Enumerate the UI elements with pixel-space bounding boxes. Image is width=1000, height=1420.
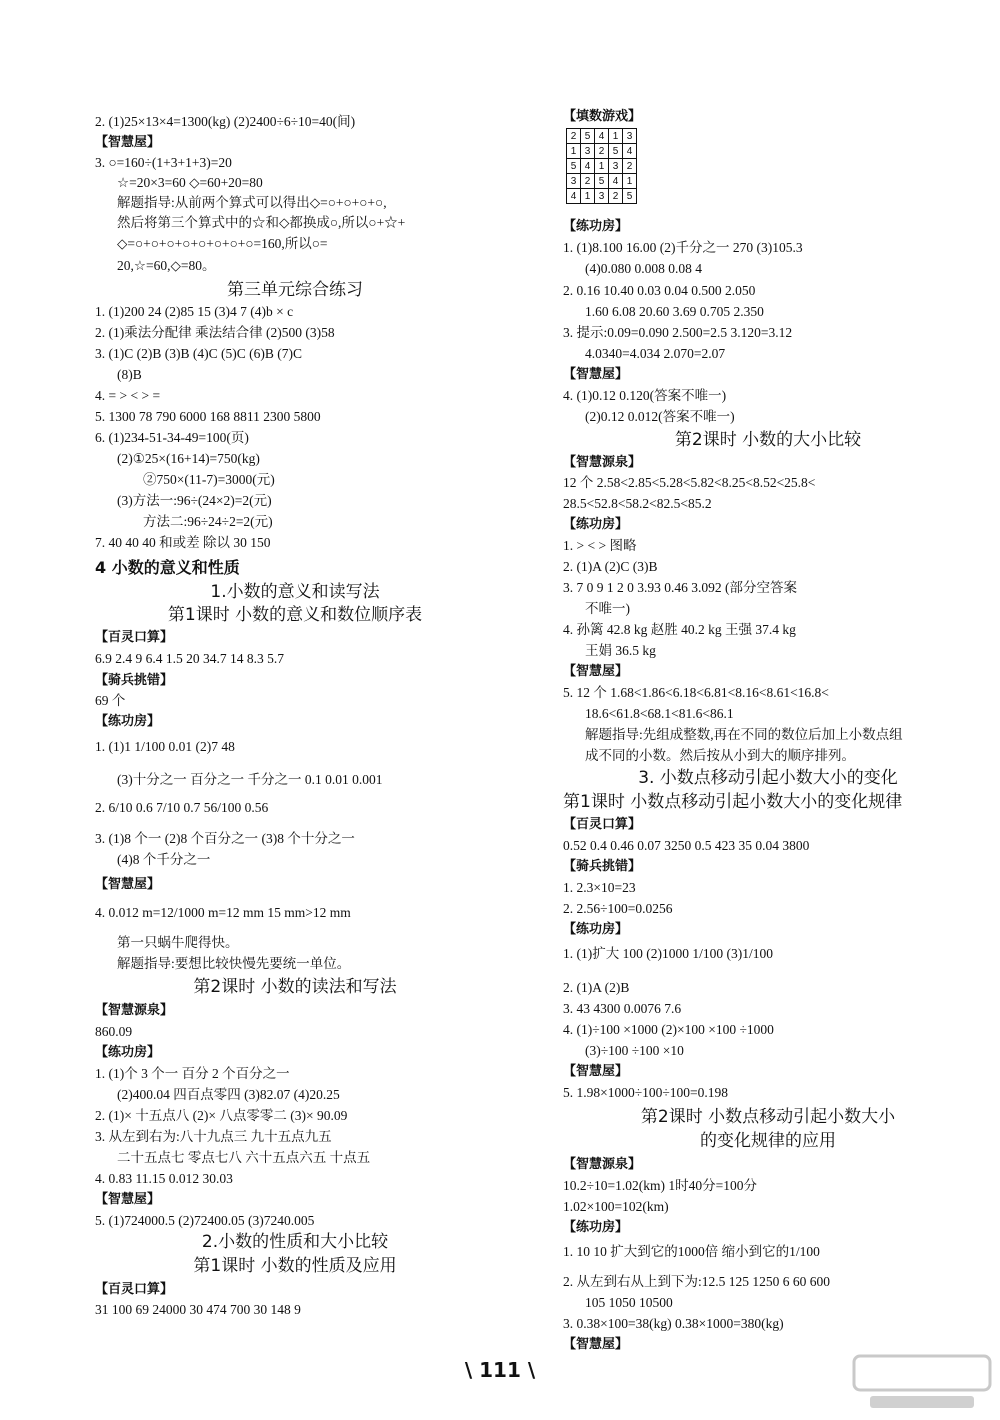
- grid-cell: 2: [567, 129, 581, 144]
- text-line: 1. (1)8.100 16.00 (2)千分之一 270 (3)105.3: [563, 240, 803, 255]
- text-line: 3. 7 0 9 1 2 0 3.93 0.46 3.092 (部分空答案: [563, 580, 797, 595]
- text-line: 1. 2.3×10=23: [563, 880, 636, 895]
- text-line: 2. 6/10 0.6 7/10 0.7 56/100 0.56: [95, 800, 269, 815]
- section-label: 【智慧屋】: [95, 135, 161, 150]
- text-line: 105 1050 10500: [585, 1295, 673, 1310]
- section-label: 【骑兵挑错】: [563, 859, 642, 874]
- text-line: 3. 43 4300 0.0076 7.6: [563, 1001, 682, 1016]
- text-line: 3. 从左到右为:八十九点三 九十五点九五: [95, 1129, 332, 1144]
- section-label: 【智慧屋】: [563, 1337, 629, 1352]
- section-heading: 3. 小数点移动引起小数大小的变化: [638, 768, 898, 788]
- text-line: 0.52 0.4 0.46 0.07 3250 0.5 423 35 0.04 3800: [563, 838, 810, 853]
- text-line: 4.0340=4.034 2.070=2.07: [585, 346, 726, 361]
- section-label: 【填数游戏】: [563, 109, 642, 124]
- text-line: 2. (1)25×13×4=1300(kg) (2)2400÷6÷10=40(间): [95, 114, 356, 129]
- watermark-logo: [852, 1352, 992, 1412]
- text-line: 2. (1)A (2)C (3)B: [563, 559, 658, 574]
- grid-cell: 4: [567, 189, 581, 204]
- section-label: 【智慧屋】: [563, 1064, 629, 1079]
- text-line: (2)400.04 四百点零四 (3)82.07 (4)20.25: [117, 1087, 340, 1102]
- grid-cell: 3: [609, 159, 623, 174]
- section-label: 【智慧源泉】: [95, 1003, 174, 1018]
- text-line: 不唯一): [585, 601, 630, 616]
- section-heading: 4 小数的意义和性质: [95, 558, 240, 577]
- grid-cell: 3: [581, 144, 595, 159]
- page-number: \ 111 \: [464, 1358, 536, 1382]
- text-line: 1.02×100=102(km): [563, 1199, 669, 1214]
- grid-cell: 5: [609, 144, 623, 159]
- section-heading: 第2课时 小数点移动引起小数大小: [640, 1107, 896, 1127]
- text-line: 4. (1)÷100 ×1000 (2)×100 ×100 ÷1000: [563, 1022, 774, 1037]
- page-number-value: 111: [479, 1358, 521, 1382]
- section-label: 【百灵口算】: [95, 1282, 174, 1297]
- grid-cell: 5: [567, 159, 581, 174]
- text-line: 1. (1)200 24 (2)85 15 (3)4 7 (4)b × c: [95, 304, 294, 319]
- grid-cell: 5: [581, 129, 595, 144]
- section-label: 【练功房】: [95, 1045, 161, 1060]
- section-label: 【练功房】: [95, 714, 161, 729]
- section-heading: 第1课时 小数的性质及应用: [193, 1256, 397, 1276]
- text-line: 28.5<52.8<58.2<82.5<85.2: [563, 496, 712, 511]
- text-line: 860.09: [95, 1024, 133, 1039]
- section-label: 【智慧屋】: [563, 367, 629, 382]
- section-label: 【百灵口算】: [95, 630, 174, 645]
- text-line: ②750×(11-7)=3000(元): [143, 472, 275, 487]
- text-line: 2. 从左到右从上到下为:12.5 125 1250 6 60 600: [563, 1274, 831, 1289]
- grid-cell: 4: [609, 174, 623, 189]
- text-line: (8)B: [117, 367, 142, 382]
- text-line: 1. (1)扩大 100 (2)1000 1/100 (3)1/100: [563, 946, 773, 961]
- text-line: 5. 1.98×1000÷100÷100=0.198: [563, 1085, 729, 1100]
- section-label: 【骑兵挑错】: [95, 673, 174, 688]
- section-heading: 的变化规律的应用: [700, 1131, 836, 1151]
- section-label: 【智慧源泉】: [563, 1157, 642, 1172]
- text-line: 解题指导:从前两个算式可以得出◇=○+○+○+○,: [117, 195, 387, 210]
- text-line: 10.2÷10=1.02(km) 1时40分=100分: [563, 1178, 758, 1193]
- text-line: 4. 孙篱 42.8 kg 赵胜 40.2 kg 王强 37.4 kg: [563, 622, 796, 637]
- text-line: 第一只蜗牛爬得快。: [117, 935, 239, 950]
- text-line: 69 个: [95, 693, 126, 708]
- section-label: 【百灵口算】: [563, 817, 642, 832]
- text-line: (4)8 个千分之一: [117, 852, 211, 867]
- text-line: 4. 0.83 11.15 0.012 30.03: [95, 1171, 233, 1186]
- text-line: 解题指导:先组成整数,再在不同的数位后加上小数点组: [585, 727, 903, 742]
- section-heading: 第2课时 小数的读法和写法: [193, 977, 397, 997]
- grid-cell: 1: [581, 189, 595, 204]
- section-heading: 第1课时 小数的意义和数位顺序表: [167, 605, 423, 625]
- text-line: ◇=○+○+○+○+○+○+○+○=160,所以○=: [117, 236, 328, 251]
- grid-cell: 1: [567, 144, 581, 159]
- text-line: 1. 10 10 扩大到它的1000倍 缩小到它的1/100: [563, 1244, 820, 1259]
- section-heading: 第2课时 小数的大小比较: [674, 430, 862, 450]
- text-line: 二十五点七 零点七八 六十五点六五 十点五: [117, 1150, 371, 1165]
- section-label: 【练功房】: [563, 517, 629, 532]
- grid-cell: 3: [595, 189, 609, 204]
- section-label: 【智慧源泉】: [563, 455, 642, 470]
- text-line: 1. > < > 图略: [563, 538, 637, 553]
- text-line: 1. (1)1 1/100 0.01 (2)7 48: [95, 739, 235, 754]
- grid-cell: 5: [623, 189, 637, 204]
- grid-cell: 2: [581, 174, 595, 189]
- text-line: 12 个 2.58<2.85<5.28<5.82<8.25<8.52<25.8<: [563, 475, 816, 490]
- text-line: 1.60 6.08 20.60 3.69 0.705 2.350: [585, 304, 764, 319]
- text-line: 2. 0.16 10.40 0.03 0.04 0.500 2.050: [563, 283, 756, 298]
- grid-cell: 4: [581, 159, 595, 174]
- text-line: 王娟 36.5 kg: [585, 643, 656, 658]
- text-line: 解题指导:要想比较快慢先要统一单位。: [117, 956, 351, 971]
- grid-cell: 5: [595, 174, 609, 189]
- grid-cell: 2: [595, 144, 609, 159]
- text-line: 2. (1)乘法分配律 乘法结合律 (2)500 (3)58: [95, 325, 335, 340]
- section-label: 【练功房】: [563, 922, 629, 937]
- text-line: 18.6<61.8<68.1<81.6<86.1: [585, 706, 734, 721]
- text-line: 31 100 69 24000 30 474 700 30 148 9: [95, 1302, 301, 1317]
- grid-cell: 4: [595, 129, 609, 144]
- grid-cell: 2: [623, 159, 637, 174]
- grid-cell: 2: [609, 189, 623, 204]
- grid-cell: 3: [567, 174, 581, 189]
- grid-cell: 1: [595, 159, 609, 174]
- section-heading: 第三单元综合练习: [227, 280, 363, 300]
- text-line: (3)÷100 ÷100 ×10: [585, 1043, 684, 1058]
- text-line: (3)方法一:96÷(24×2)=2(元): [117, 493, 272, 508]
- text-line: 3. (1)8 个一 (2)8 个百分之一 (3)8 个十分之一: [95, 831, 355, 846]
- grid-cell: 1: [623, 174, 637, 189]
- grid-cell: 1: [609, 129, 623, 144]
- text-line: 3. ○=160÷(1+3+1+3)=20: [95, 155, 232, 170]
- text-line: 7. 40 40 40 和或差 除以 30 150: [95, 535, 271, 550]
- section-heading: 1.小数的意义和读写法: [210, 582, 380, 602]
- section-label: 【智慧屋】: [95, 1192, 161, 1207]
- text-line: ☆=20×3=60 ◇=60+20=80: [117, 175, 263, 190]
- text-line: 成不同的小数。然后按从小到大的顺序排列。: [585, 748, 855, 763]
- text-line: 3. (1)C (2)B (3)B (4)C (5)C (6)B (7)C: [95, 346, 302, 361]
- grid-cell: 3: [623, 129, 637, 144]
- text-line: 6.9 2.4 9 6.4 1.5 20 34.7 14 8.3 5.7: [95, 651, 284, 666]
- grid-cell: 4: [623, 144, 637, 159]
- text-line: 5. (1)724000.5 (2)72400.05 (3)7240.005: [95, 1213, 315, 1228]
- text-line: (2)0.12 0.012(答案不唯一): [585, 409, 735, 424]
- text-line: 4. 0.012 m=12/1000 m=12 mm 15 mm>12 mm: [95, 905, 351, 920]
- text-line: 3. 提示:0.09=0.090 2.500=2.5 3.120=3.12: [563, 325, 793, 340]
- text-line: (3)十分之一 百分之一 千分之一 0.1 0.01 0.001: [117, 772, 383, 787]
- section-label: 【练功房】: [563, 219, 629, 234]
- section-label: 【练功房】: [563, 1220, 629, 1235]
- text-line: 5. 12 个 1.68<1.86<6.18<6.81<8.16<8.61<16.8<: [563, 685, 829, 700]
- text-line: 3. 0.38×100=38(kg) 0.38×1000=380(kg): [563, 1316, 784, 1331]
- text-line: 方法二:96÷24÷2=2(元): [143, 514, 273, 529]
- section-heading: 第1课时 小数点移动引起小数大小的变化规律: [563, 792, 903, 812]
- text-line: 4. = > < > =: [95, 388, 161, 403]
- text-line: (4)0.080 0.008 0.08 4: [585, 261, 702, 276]
- text-line: 然后将第三个算式中的☆和◇都换成○,所以○+☆+: [117, 215, 406, 230]
- text-line: 2. 2.56÷100=0.0256: [563, 901, 673, 916]
- text-line: 2. (1)× 十五点八 (2)× 八点零零二 (3)× 90.09: [95, 1108, 348, 1123]
- section-heading: 2.小数的性质和大小比较: [201, 1232, 389, 1252]
- text-line: 20,☆=60,◇=80。: [117, 258, 216, 273]
- text-line: 2. (1)A (2)B: [563, 980, 630, 995]
- text-line: 6. (1)234-51-34-49=100(页): [95, 430, 249, 445]
- section-label: 【智慧屋】: [563, 664, 629, 679]
- text-line: (2)①25×(16+14)=750(kg): [117, 451, 260, 466]
- text-line: 5. 1300 78 790 6000 168 8811 2300 5800: [95, 409, 321, 424]
- section-label: 【智慧屋】: [95, 877, 161, 892]
- text-line: 1. (1)个 3 个一 百分 2 个百分之一: [95, 1066, 290, 1081]
- number-grid-puzzle: [566, 128, 637, 204]
- text-line: 4. (1)0.12 0.120(答案不唯一): [563, 388, 727, 403]
